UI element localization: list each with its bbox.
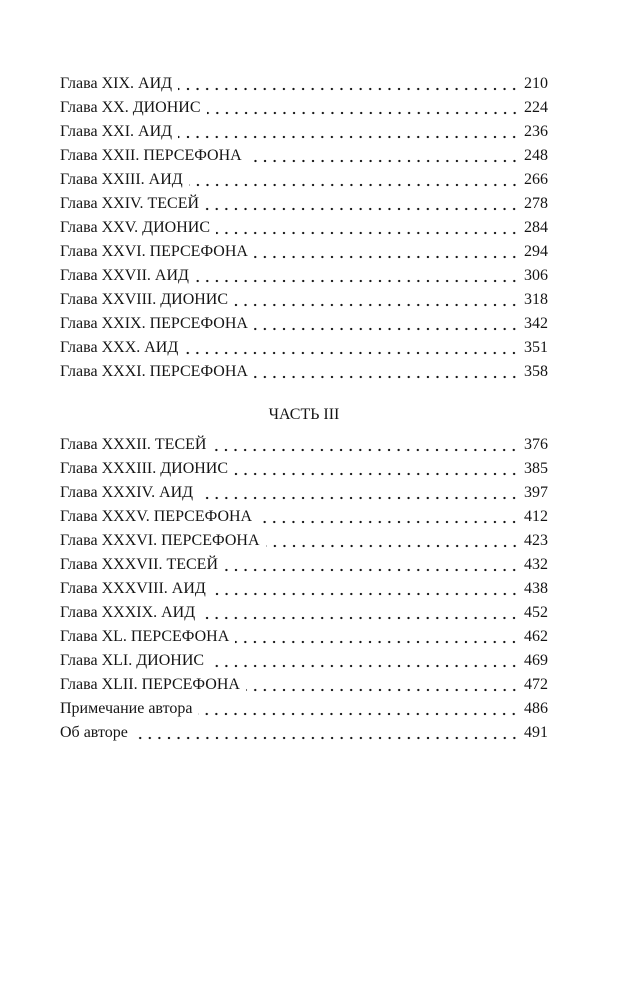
dot-leader: [210, 649, 519, 673]
toc-entry-page: 491: [524, 724, 548, 741]
toc-entry: [60, 673, 548, 697]
toc-entry: [60, 120, 548, 144]
dot-leader: [178, 120, 519, 144]
toc-entry-page: 385: [524, 460, 548, 477]
toc-entry: [60, 433, 548, 457]
toc-entry: [60, 240, 548, 264]
toc-entry-title: Глава XXIV. ТЕСЕЙ: [60, 195, 200, 212]
toc-entry-page: 294: [524, 243, 548, 260]
toc-entry: [60, 457, 548, 481]
dot-leader: [248, 144, 519, 168]
toc-entry: [60, 697, 548, 721]
toc-entry: [60, 288, 548, 312]
toc-entry-page: 284: [524, 219, 548, 236]
toc-entry-page: 278: [524, 195, 548, 212]
toc-entry-title: Глава XXVII. АИД: [60, 267, 189, 284]
toc-entry: [60, 577, 548, 601]
dot-leader: [207, 96, 520, 120]
toc-entry: [60, 481, 548, 505]
toc-entry-title: Глава XL. ПЕРСЕФОНА: [60, 628, 230, 645]
toc-entry-title: Глава XXV. ДИОНИС: [60, 219, 210, 236]
dot-leader: [234, 288, 519, 312]
toc-entry-page: 224: [524, 99, 548, 116]
toc-entry-page: 318: [524, 291, 548, 308]
dot-leader: [258, 505, 519, 529]
toc-entry-page: 452: [524, 604, 548, 621]
dot-leader: [189, 168, 519, 192]
toc-entry-title: Глава XXXVI. ПЕРСЕФОНА: [60, 532, 260, 549]
toc-entry-page: 412: [524, 508, 548, 525]
dot-leader: [195, 264, 519, 288]
part-heading: ЧАСТЬ III: [268, 406, 340, 423]
toc-entry-title: Глава XIX. АИД: [60, 75, 173, 92]
toc-entry-title: Глава XXII. ПЕРСЕФОНА: [60, 147, 242, 164]
toc-entry-page: 342: [524, 315, 548, 332]
toc-entry: [60, 336, 548, 360]
dot-leader: [199, 481, 519, 505]
toc-entry: [60, 553, 548, 577]
toc-entry-page: 248: [524, 147, 548, 164]
toc-entry: [60, 168, 548, 192]
toc-entry-page: 351: [524, 339, 548, 356]
dot-leader: [201, 601, 519, 625]
dot-leader: [254, 240, 519, 264]
dot-leader: [266, 529, 520, 553]
toc-entry-page: 210: [524, 75, 548, 92]
toc-entry-title: Глава XLII. ПЕРСЕФОНА: [60, 676, 240, 693]
toc-entry: [60, 721, 548, 745]
toc-entry-page: 472: [524, 676, 548, 693]
dot-leader: [205, 192, 519, 216]
toc-entry: [60, 649, 548, 673]
toc-entry-title: Глава XXXII. ТЕСЕЙ: [60, 436, 207, 453]
toc-entry-page: 376: [524, 436, 548, 453]
toc-entry-title: Глава XXVI. ПЕРСЕФОНА: [60, 243, 248, 260]
toc-entry-page: 358: [524, 363, 548, 380]
toc-entry-page: 432: [524, 556, 548, 573]
toc-entry-title: Глава XXXIII. ДИОНИС: [60, 460, 229, 477]
toc-entry: [60, 144, 548, 168]
toc-entry-title: Глава XXXV. ПЕРСЕФОНА: [60, 508, 253, 525]
toc-entry-page: 469: [524, 652, 548, 669]
toc-entry: [60, 312, 548, 336]
toc-entry-title: Глава XXXIV. АИД: [60, 484, 194, 501]
toc-entry-title: Глава XXX. АИД: [60, 339, 179, 356]
toc-entry-title: Глава XXVIII. ДИОНИС: [60, 291, 229, 308]
toc-entry-page: 266: [524, 171, 548, 188]
toc-section: [60, 433, 548, 745]
toc-entry-page: 306: [524, 267, 548, 284]
toc-entry-title: Глава XXIII. АИД: [60, 171, 183, 188]
toc-entry-page: 423: [524, 532, 548, 549]
toc-entry-title: Глава XX. ДИОНИС: [60, 99, 201, 116]
toc-entry-title: Глава XXXVII. ТЕСЕЙ: [60, 556, 218, 573]
dot-leader: [184, 336, 519, 360]
dot-leader: [254, 360, 519, 384]
toc-entry: [60, 601, 548, 625]
toc-entry-page: 397: [524, 484, 548, 501]
dot-leader: [254, 312, 519, 336]
toc-entry: [60, 264, 548, 288]
toc-entry-page: 486: [524, 700, 548, 717]
dot-leader: [178, 72, 519, 96]
toc-section: [60, 72, 548, 384]
dot-leader: [246, 673, 519, 697]
dot-leader: [212, 577, 519, 601]
toc-entry-page: 462: [524, 628, 548, 645]
table-of-contents: [60, 72, 548, 745]
toc-entry: [60, 216, 548, 240]
toc-entry-title: Примечание автора: [60, 700, 193, 717]
toc-entry: [60, 360, 548, 384]
toc-entry-title: Об авторе: [60, 724, 128, 741]
dot-leader: [134, 721, 519, 745]
dot-leader: [216, 216, 519, 240]
toc-entry-title: Глава XXXI. ПЕРСЕФОНА: [60, 363, 248, 380]
dot-leader: [235, 625, 519, 649]
toc-entry: [60, 96, 548, 120]
dot-leader: [224, 553, 519, 577]
toc-entry-title: Глава XLI. ДИОНИС: [60, 652, 205, 669]
toc-entry: [60, 192, 548, 216]
toc-entry-title: Глава XXIX. ПЕРСЕФОНА: [60, 315, 248, 332]
toc-entry-title: Глава XXXIX. АИД: [60, 604, 196, 621]
dot-leader: [212, 433, 519, 457]
dot-leader: [198, 697, 519, 721]
toc-entry: [60, 529, 548, 553]
toc-entry-title: Глава XXXVIII. АИД: [60, 580, 206, 597]
dot-leader: [234, 457, 519, 481]
toc-entry-page: 236: [524, 123, 548, 140]
toc-entry-page: 438: [524, 580, 548, 597]
toc-entry: [60, 625, 548, 649]
toc-entry: [60, 72, 548, 96]
toc-entry-title: Глава XXI. АИД: [60, 123, 173, 140]
toc-entry: [60, 505, 548, 529]
